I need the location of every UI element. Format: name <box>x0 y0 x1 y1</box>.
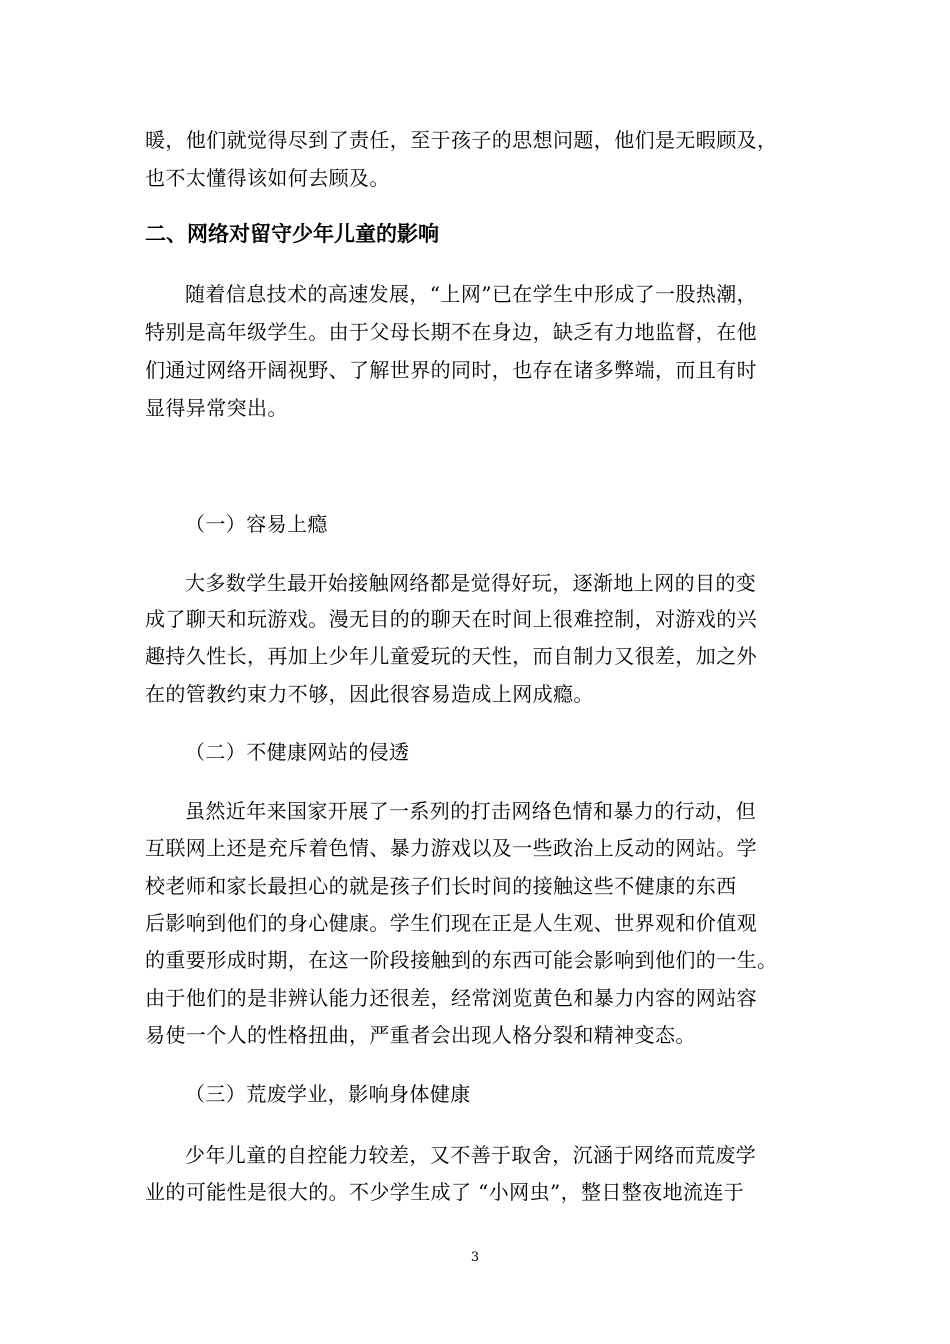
paragraph-line: 特别是高年级学生。由于父母长期不在身边，缺乏有力地监督，在他 <box>145 320 757 344</box>
paragraph-line: 显得异常突出。 <box>145 396 288 420</box>
paragraph-line: 业的可能性是很大的。不少学生成了 “小网虫”，整日整夜地流连于 <box>145 1180 745 1204</box>
subsection-heading: （一）容易上瘾 <box>185 512 328 536</box>
paragraph-line: 随着信息技术的高速发展，“上网”已在学生中形成了一股热潮， <box>185 282 758 306</box>
paragraph-line: 少年儿童的自控能力较差，又不善于取舍，沉涵于网络而荒废学 <box>185 1143 757 1167</box>
paragraph-line: 在的管教约束力不够，因此很容易造成上网成瘾。 <box>145 682 594 706</box>
paragraph-line: 暖，他们就觉得尽到了责任，至于孩子的思想问题，他们是无暇顾及， <box>145 128 778 152</box>
subsection-heading: （二）不健康网站的侵透 <box>185 740 410 764</box>
paragraph-line: 后影响到他们的身心健康。学生们现在正是人生观、世界观和价值观 <box>145 911 757 935</box>
paragraph-line: 的重要形成时期，在这一阶段接触到的东西可能会影响到他们的一生。 <box>145 948 778 972</box>
section-heading: 二、网络对留守少年儿童的影响 <box>145 222 439 246</box>
paragraph-line: 由于他们的是非辨认能力还很差，经常浏览黄色和暴力内容的网站容 <box>145 986 757 1010</box>
paragraph-line: 校老师和家长最担心的就是孩子们长时间的接触这些不健康的东西 <box>145 874 737 898</box>
page-number: 3 <box>470 1250 480 1265</box>
paragraph-line: 互联网上还是充斥着色情、暴力游戏以及一些政治上反动的网站。学 <box>145 836 757 860</box>
paragraph-line: 们通过网络开阔视野、了解世界的同时，也存在诸多弊端，而且有时 <box>145 358 757 382</box>
paragraph-line: 成了聊天和玩游戏。漫无目的的聊天在时间上很难控制，对游戏的兴 <box>145 607 757 631</box>
paragraph-line: 大多数学生最开始接触网络都是觉得好玩，逐渐地上网的目的变 <box>185 571 757 595</box>
subsection-heading: （三）荒废学业，影响身体健康 <box>185 1082 471 1106</box>
paragraph-line: 也不太懂得该如何去顾及。 <box>145 166 390 190</box>
paragraph-line: 虽然近年来国家开展了一系列的打击网络色情和暴力的行动，但 <box>185 799 757 823</box>
paragraph-line: 趣持久性长，再加上少年儿童爱玩的天性，而自制力又很差，加之外 <box>145 644 757 668</box>
paragraph-line: 易使一个人的性格扭曲，严重者会出现人格分裂和精神变态。 <box>145 1023 696 1047</box>
